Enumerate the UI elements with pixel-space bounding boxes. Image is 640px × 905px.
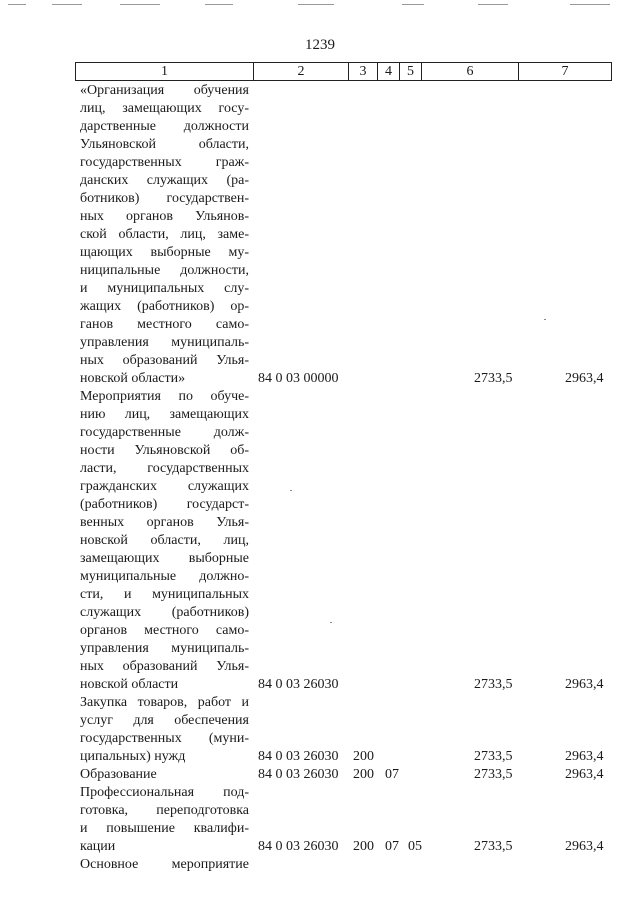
description-line: лиц, замещающих госу- bbox=[80, 101, 249, 116]
description-line: ных образований Улья- bbox=[80, 353, 249, 368]
description-line: государственных (муни- bbox=[80, 731, 249, 746]
description-line: и повышение квалифи- bbox=[80, 821, 249, 836]
row-value-col-7: 2963,4 bbox=[565, 839, 604, 854]
row-value-col-6: 2733,5 bbox=[474, 677, 513, 692]
row-value-col-7: 2963,4 bbox=[565, 371, 604, 386]
description-line: щающих выборные му- bbox=[80, 245, 249, 260]
scan-speck bbox=[290, 490, 292, 491]
header-col-7: 7 bbox=[561, 64, 569, 79]
description-line: ципальных) нужд bbox=[80, 749, 186, 764]
row-value-col-6: 2733,5 bbox=[474, 767, 513, 782]
description-line: гражданских служащих bbox=[80, 479, 249, 494]
row-col-3: 200 bbox=[353, 767, 374, 782]
row-col-3: 200 bbox=[353, 839, 374, 854]
description-line: новской области» bbox=[80, 371, 186, 386]
description-line: нию лиц, замещающих bbox=[80, 407, 249, 422]
row-value-col-7: 2963,4 bbox=[565, 677, 604, 692]
row-col-3: 200 bbox=[353, 749, 374, 764]
row-code: 84 0 03 26030 bbox=[258, 677, 339, 692]
description-line: сти, и муниципальных bbox=[80, 587, 249, 602]
description-line: Образование bbox=[80, 767, 157, 782]
description-line: ботников) государствен- bbox=[80, 191, 249, 206]
description-line: (работников) государст- bbox=[80, 497, 249, 512]
scan-speck bbox=[544, 319, 546, 320]
row-code: 84 0 03 26030 bbox=[258, 839, 339, 854]
description-line: ниципальные должности, bbox=[80, 263, 249, 278]
description-line: служащих (работников) bbox=[80, 605, 249, 620]
description-line: Основное мероприятие bbox=[80, 857, 249, 872]
row-description bbox=[80, 82, 249, 388]
row-col-4: 07 bbox=[385, 767, 399, 782]
row-code: 84 0 03 26030 bbox=[258, 749, 339, 764]
description-line: услуг для обеспечения bbox=[80, 713, 249, 728]
description-line: ных образований Улья- bbox=[80, 659, 249, 674]
table-header-row bbox=[75, 62, 612, 81]
description-line: ганов местного само- bbox=[80, 317, 249, 332]
page-number: 1239 bbox=[305, 37, 335, 53]
description-line: муниципальные должно- bbox=[80, 569, 249, 584]
description-line: государственных граж- bbox=[80, 155, 249, 170]
description-line: готовка, переподготовка bbox=[80, 803, 249, 818]
description-line: дарственные должности bbox=[80, 119, 249, 134]
description-line: жащих (работников) ор- bbox=[80, 299, 249, 314]
description-line: Ульяновской области, bbox=[80, 137, 249, 152]
description-line: кации bbox=[80, 839, 116, 854]
row-col-5: 05 bbox=[408, 839, 422, 854]
header-col-3: 3 bbox=[349, 63, 378, 80]
row-code: 84 0 03 26030 bbox=[258, 767, 339, 782]
row-value-col-6: 2733,5 bbox=[474, 371, 513, 386]
description-line: ласти, государственных bbox=[80, 461, 249, 476]
description-line: Закупка товаров, работ и bbox=[80, 695, 249, 710]
description-line: управления муниципаль- bbox=[80, 335, 249, 350]
header-col-5: 5 bbox=[400, 63, 422, 80]
row-description bbox=[80, 388, 249, 694]
description-line: Профессиональная под- bbox=[80, 785, 249, 800]
description-line: венных органов Улья- bbox=[80, 515, 249, 530]
description-line: новской области bbox=[80, 677, 179, 692]
description-line: замещающих выборные bbox=[80, 551, 249, 566]
scan-artifact-strip bbox=[0, 0, 640, 12]
description-line: Мероприятия по обуче- bbox=[80, 389, 249, 404]
row-code: 84 0 03 00000 bbox=[258, 371, 339, 386]
description-line: ности Ульяновской об- bbox=[80, 443, 249, 458]
description-line: управления муниципаль- bbox=[80, 641, 249, 656]
row-description bbox=[80, 856, 249, 874]
row-value-col-6: 2733,5 bbox=[474, 839, 513, 854]
description-line: «Организация обучения bbox=[80, 83, 249, 98]
row-value-col-7: 2963,4 bbox=[565, 749, 604, 764]
header-col-4: 4 bbox=[378, 63, 400, 80]
row-description bbox=[80, 694, 249, 766]
description-line: новской области, лиц, bbox=[80, 533, 249, 548]
description-line: и муниципальных слу- bbox=[80, 281, 249, 296]
scan-speck bbox=[330, 622, 332, 623]
header-col-1: 1 bbox=[76, 63, 254, 80]
header-col-2: 2 bbox=[254, 63, 349, 80]
row-col-4: 07 bbox=[385, 839, 399, 854]
row-value-col-7: 2963,4 bbox=[565, 767, 604, 782]
description-line: ской области, лиц, заме- bbox=[80, 227, 249, 242]
description-line: государственные долж- bbox=[80, 425, 249, 440]
description-line: данских служащих (ра- bbox=[80, 173, 249, 188]
row-value-col-6: 2733,5 bbox=[474, 749, 513, 764]
description-line: ных органов Ульянов- bbox=[80, 209, 249, 224]
row-description bbox=[80, 766, 249, 784]
row-description bbox=[80, 784, 249, 856]
header-col-6: 6 bbox=[422, 63, 519, 80]
description-line: органов местного само- bbox=[80, 623, 249, 638]
